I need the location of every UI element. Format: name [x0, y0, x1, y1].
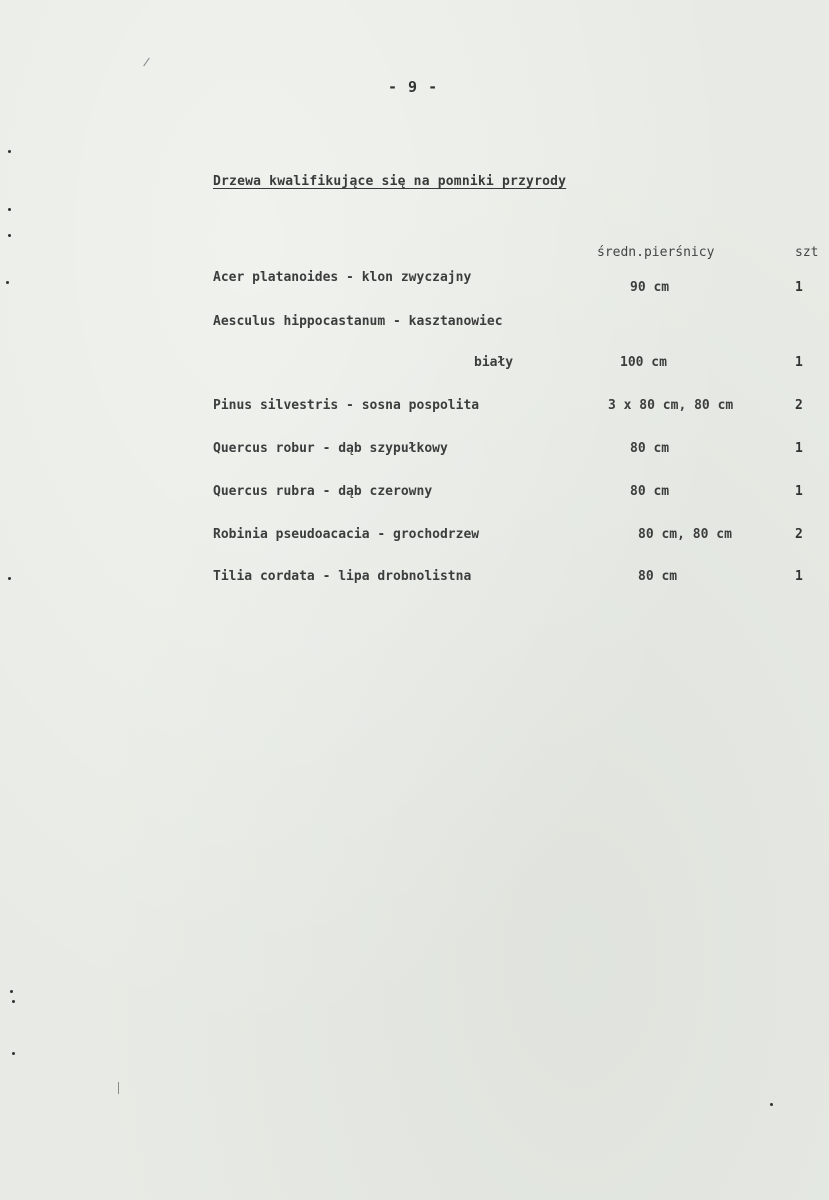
scan-speck: [6, 281, 9, 284]
tree-row-name: Pinus silvestris - sosna pospolita: [213, 398, 480, 413]
scan-speck: [8, 150, 11, 153]
tree-row-count: 1: [795, 280, 803, 295]
section-heading: Drzewa kwalifikujące się na pomniki przyrody: [213, 174, 567, 189]
scan-speck: [8, 208, 11, 211]
scan-scratch: [118, 1082, 119, 1094]
tree-row-name: Quercus rubra - dąb czerowny: [213, 484, 433, 499]
scan-speck: [8, 234, 11, 237]
tree-row-count: 2: [795, 398, 803, 413]
tree-row-name: Acer platanoides - klon zwyczajny: [213, 270, 472, 285]
scan-speck: [12, 1052, 15, 1055]
column-header-diameter: średn.pierśnicy: [597, 245, 715, 260]
tree-row-name: Tilia cordata - lipa drobnolistna: [213, 569, 472, 584]
scan-speck: [10, 990, 13, 993]
tree-row-count: 1: [795, 441, 803, 456]
tree-row-diameter: 80 cm: [638, 569, 678, 584]
column-header-count: szt: [795, 245, 819, 260]
tree-row-count: 2: [795, 527, 803, 542]
tree-row-diameter: 80 cm: [630, 484, 670, 499]
tree-row-name-continuation: biały: [474, 355, 514, 370]
tree-row-count: 1: [795, 484, 803, 499]
tree-row-name: Aesculus hippocastanum - kasztanowiec: [213, 314, 503, 329]
tree-row-name: Quercus robur - dąb szypułkowy: [213, 441, 448, 456]
tree-row-name: Robinia pseudoacacia - grochodrzew: [213, 527, 480, 542]
scan-scratch: [143, 58, 150, 67]
page-number: - 9 -: [388, 78, 439, 96]
tree-row-count: 1: [795, 355, 803, 370]
tree-row-diameter: 80 cm, 80 cm: [638, 527, 732, 542]
tree-row-diameter: 3 x 80 cm, 80 cm: [608, 398, 734, 413]
scan-speck: [8, 577, 11, 580]
tree-row-count: 1: [795, 569, 803, 584]
scan-speck: [770, 1103, 773, 1106]
tree-row-diameter: 90 cm: [630, 280, 670, 295]
scan-speck: [12, 1000, 15, 1003]
tree-row-diameter: 80 cm: [630, 441, 670, 456]
tree-row-diameter: 100 cm: [620, 355, 667, 370]
